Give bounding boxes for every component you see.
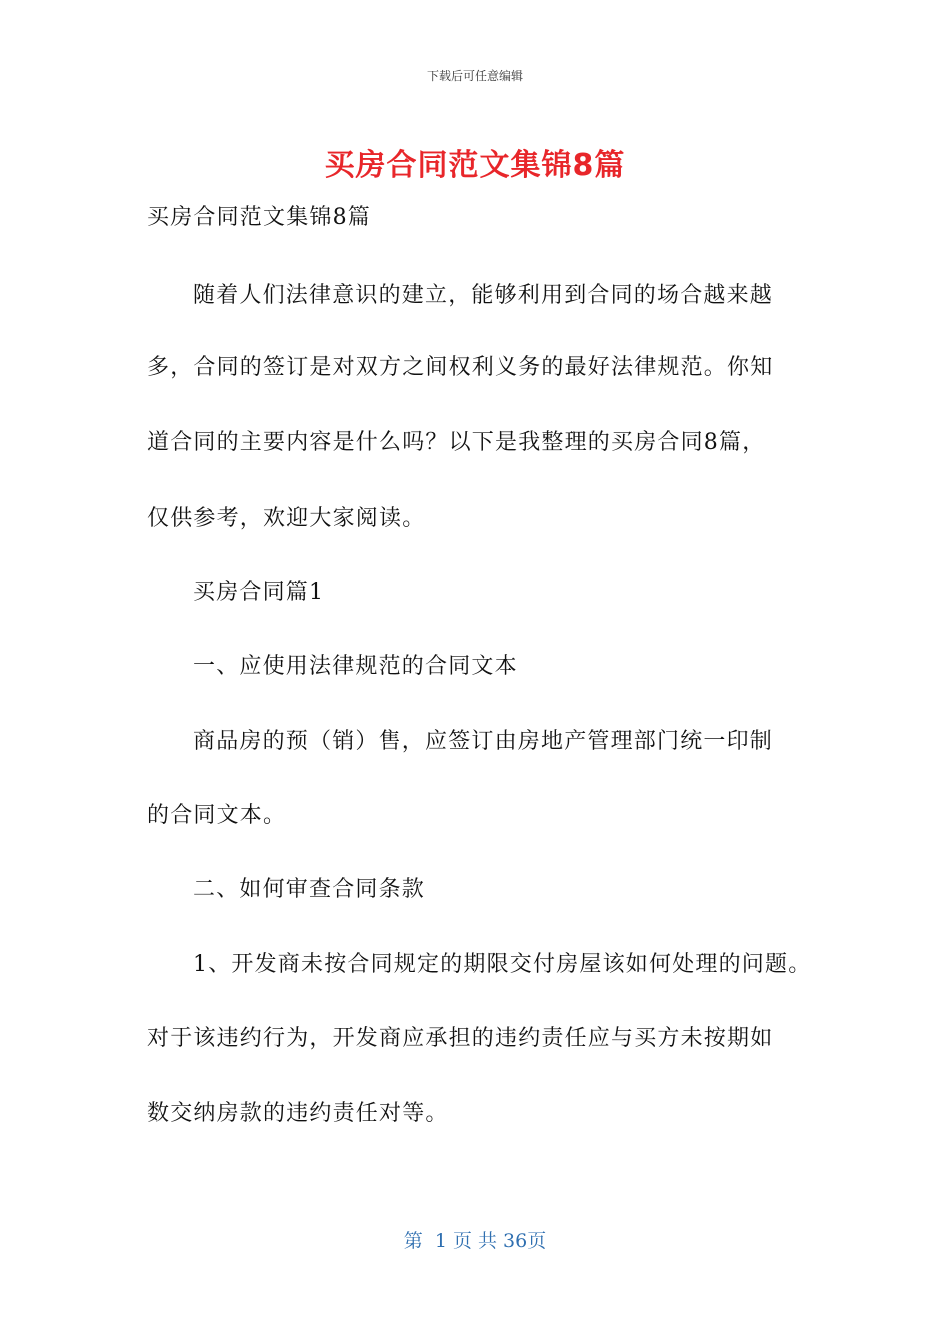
paragraph-line: 1、开发商未按合同规定的期限交付房屋该如何处理的问题。	[193, 952, 812, 977]
section-heading: 买房合同篇1	[193, 580, 325, 605]
paragraph-line: 数交纳房款的违约责任对等。	[147, 1101, 449, 1126]
subtitle-line: 买房合同范文集锦8篇	[147, 205, 371, 230]
paragraph-line: 随着人们法律意识的建立，能够利用到合同的场合越来越	[193, 283, 774, 308]
document-title: 买房合同范文集锦8篇	[324, 148, 626, 183]
page-footer: 第 1 页 共 36页	[403, 1230, 547, 1252]
paragraph-line: 仅供参考，欢迎大家阅读。	[147, 506, 426, 531]
paragraph-line: 对于该违约行为，开发商应承担的违约责任应与买方未按期如	[147, 1026, 774, 1051]
header-note: 下载后可任意编辑	[426, 69, 523, 83]
paragraph-line: 多，合同的签订是对双方之间权利义务的最好法律规范。你知	[147, 355, 774, 380]
subheading: 二、如何审查合同条款	[193, 877, 426, 902]
paragraph-line: 商品房的预（销）售，应签订由房地产管理部门统一印制	[193, 729, 774, 754]
paragraph-line: 道合同的主要内容是什么吗？以下是我整理的买房合同8篇，	[147, 430, 766, 455]
paragraph-line: 的合同文本。	[147, 803, 287, 828]
subheading: 一、应使用法律规范的合同文本	[193, 654, 518, 679]
